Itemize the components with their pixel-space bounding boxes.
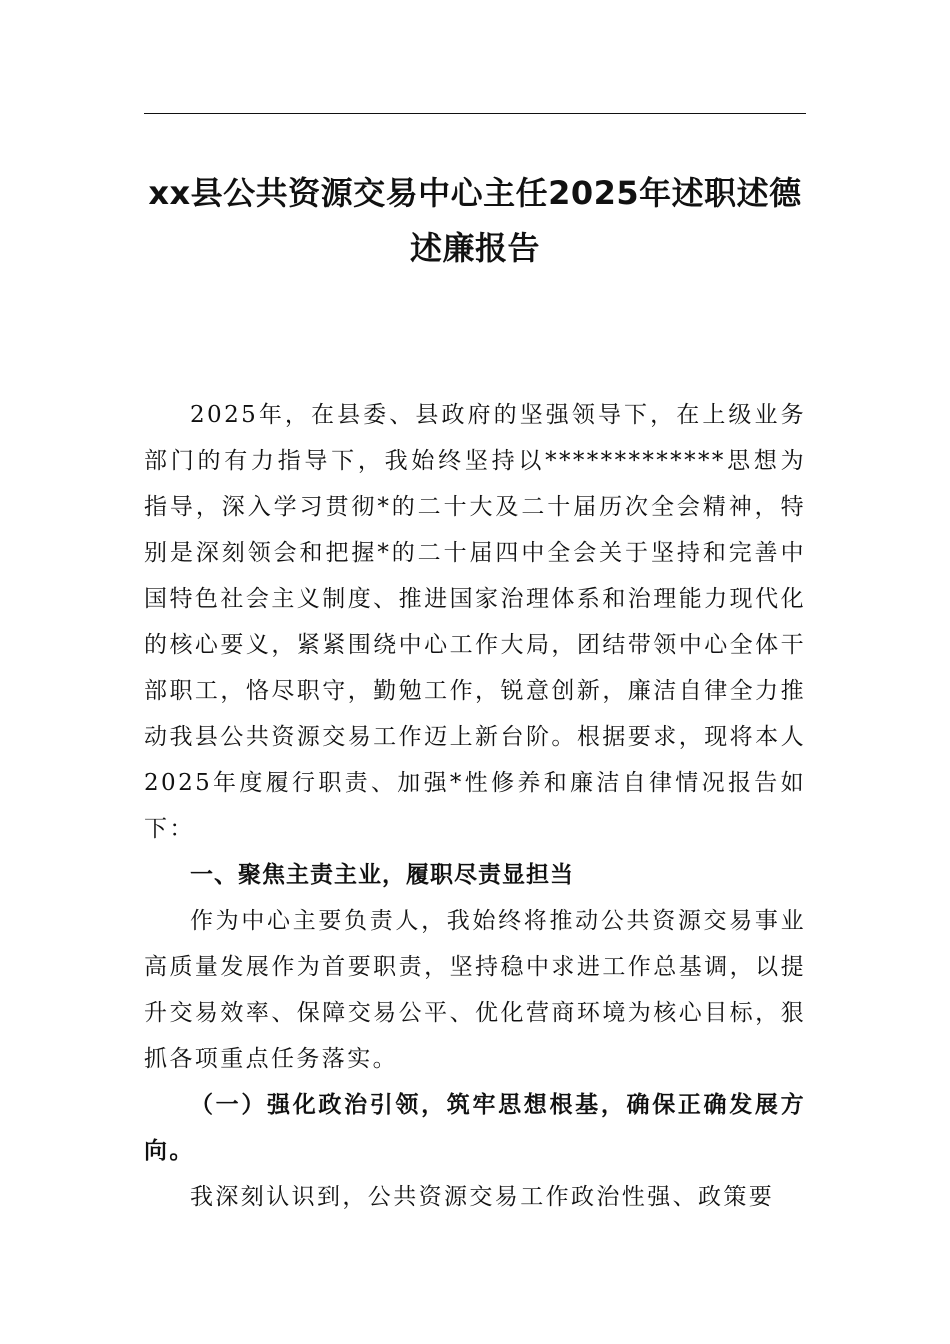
subsection-heading-1: （一）强化政治引领，筑牢思想根基，确保正确发展方向。 — [144, 1091, 806, 1164]
intro-paragraph: 2025年，在县委、县政府的坚强领导下，在上级业务部门的有力指导下，我始终坚持以*************思想为指导，深入学习贯彻*的二十大及二十届历次全会精神，特别是深刻领会和把握*的二十届四中全会关于坚持和完善中国特色社会主义制度、推进国家治理体系和治理能力现代化的核心要义，紧紧围绕中心工作大局，团结带领中心全体干部职工，恪尽职守，勤勉工作，锐意创新，廉洁自律全力推动我县公共资源交易工作迈上新台阶。根据要求，现将本人2025年度履行职责、加强*性修养和廉洁自律情况报告如下： — [144, 402, 806, 842]
document-body — [144, 392, 806, 1220]
document-title: xx县公共资源交易中心主任2025年述职述德述廉报告 — [148, 174, 802, 267]
header-rule — [144, 113, 806, 114]
section-heading-1: 一、聚焦主责主业，履职尽责显担当 — [190, 862, 574, 888]
section-1-paragraph: 作为中心主要负责人，我始终将推动公共资源交易事业高质量发展作为首要职责，坚持稳中求进工作总基调，以提升交易效率、保障交易公平、优化营商环境为核心目标，狠抓各项重点任务落实。 — [144, 908, 806, 1072]
subsection-1-paragraph: 我深刻认识到，公共资源交易工作政治性强、政策要 — [190, 1184, 775, 1210]
